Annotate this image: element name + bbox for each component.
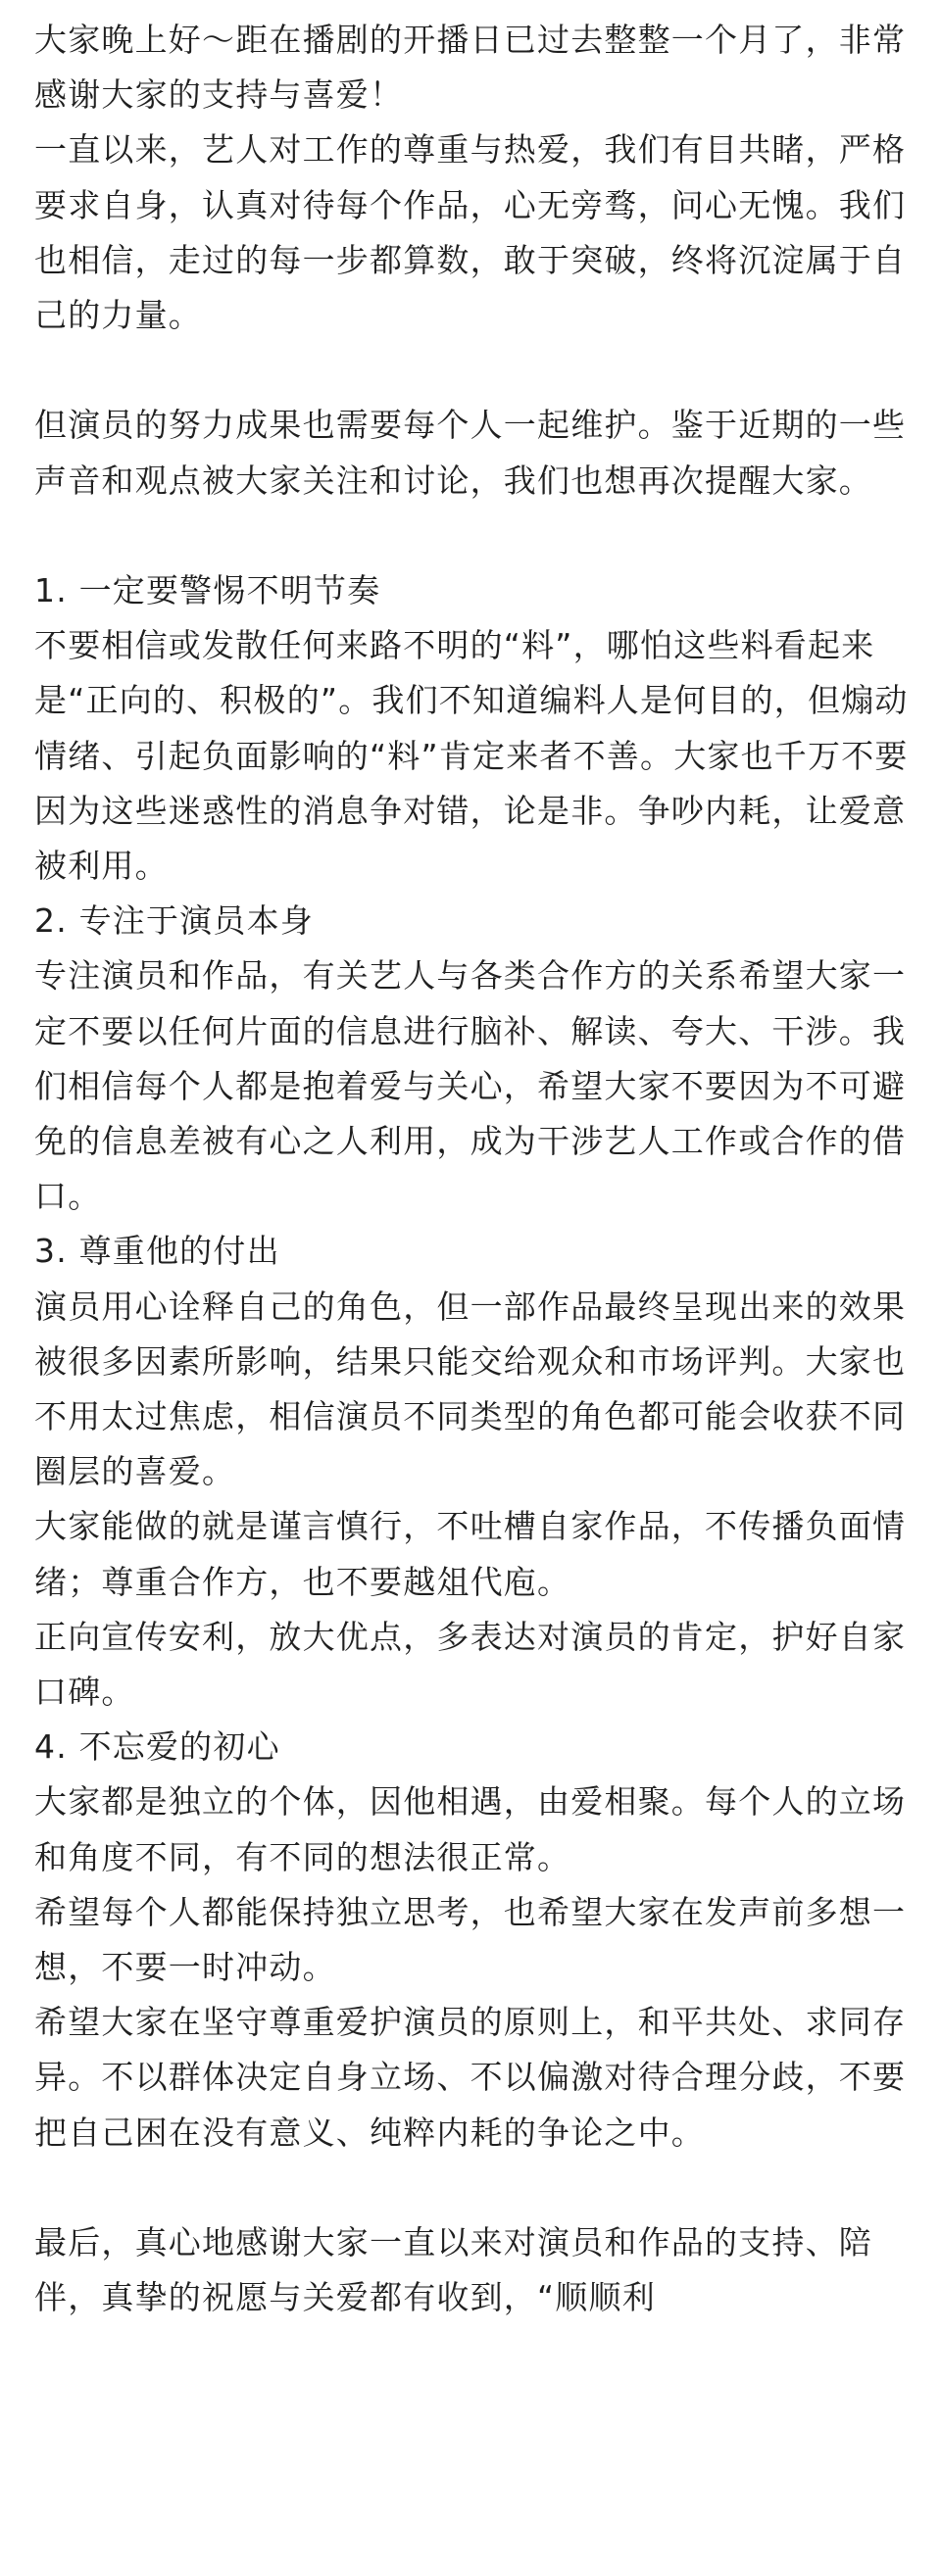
paragraph-spacer <box>34 343 916 398</box>
section-3-body-2: 大家能做的就是谨言慎行，不吐槽自家作品，不传播负面情绪；尊重合作方，也不要越俎代庖。 <box>34 1507 907 1601</box>
section-3-body-3: 正向宣传安利，放大优点，多表达对演员的肯定，护好自家口碑。 <box>34 1617 907 1712</box>
intro-paragraph-3: 但演员的努力成果也需要每个人一起维护。鉴于近期的一些声音和观点被大家关注和讨论，我们也想再次提醒大家。 <box>34 406 907 500</box>
section-2-body: 专注演员和作品，有关艺人与各类合作方的关系希望大家一定不要以任何片面的信息进行脑补、解读、夸大、干涉。我们相信每个人都是抱着爱与关心，希望大家不要因为不可避免的信息差被有心之人利用，成为干涉艺人工作或合作的借口。 <box>34 956 907 1216</box>
section-3-body-1: 演员用心诠释自己的角色，但一部作品最终呈现出来的效果被很多因素所影响，结果只能交给观众和市场评判。大家也不用太过焦虑，相信演员不同类型的角色都可能会收获不同圈层的喜爱。 <box>34 1287 907 1491</box>
section-4-body-3: 希望大家在坚守尊重爱护演员的原则上，和平共处、求同存异。不以群体决定自身立场、不以偏激对待合理分歧，不要把自己困在没有意义、纯粹内耗的争论之中。 <box>34 2003 907 2152</box>
section-4-body-1: 大家都是独立的个体，因他相遇，由爱相聚。每个人的立场和角度不同，有不同的想法很正常。 <box>34 1782 907 1876</box>
section-2-title: 2. 专注于演员本身 <box>34 901 314 941</box>
announcement-text <box>34 13 916 2325</box>
paragraph-spacer <box>34 2161 916 2215</box>
section-4-title: 4. 不忘爱的初心 <box>34 1727 280 1767</box>
closing-paragraph: 最后，真心地感谢大家一直以来对演员和作品的支持、陪伴，真挚的祝愿与关爱都有收到，“顺顺利 <box>34 2223 872 2317</box>
section-3-title: 3. 尊重他的付出 <box>34 1232 280 1271</box>
section-1-title: 1. 一定要警惕不明节奏 <box>34 571 381 609</box>
intro-paragraph-2: 一直以来，艺人对工作的尊重与热爱，我们有目共睹，严格要求自身，认真对待每个作品，心无旁骛，问心无愧。我们也相信，走过的每一步都算数，敢于突破，终将沉淀属于自己的力量。 <box>34 130 907 335</box>
intro-paragraph-1: 大家晚上好～距在播剧的开播日已过去整整一个月了，非常感谢大家的支持与喜爱！ <box>34 21 907 115</box>
section-1-body: 不要相信或发散任何来路不明的“料”，哪怕这些料看起来是“正向的、积极的”。我们不知道编料人是何目的，但煽动情绪、引起负面影响的“料”肯定来者不善。大家也千万不要因为这些迷惑性的消息争对错，论是非。争吵内耗，让爱意被利用。 <box>34 626 909 886</box>
paragraph-spacer <box>34 509 916 563</box>
section-4-body-2: 希望每个人都能保持独立思考，也希望大家在发声前多想一想，不要一时冲动。 <box>34 1892 907 1987</box>
